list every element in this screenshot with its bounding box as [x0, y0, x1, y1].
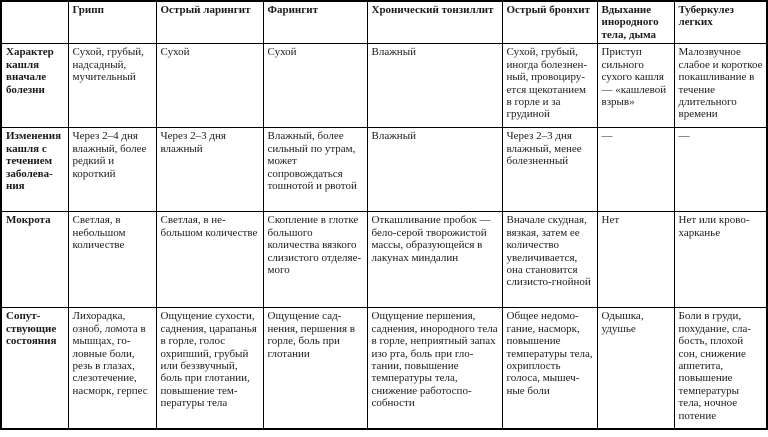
cell-r2-c3: Откашливание пробок — бело-серой творожистой массы, образующейся в лакунах миндалин: [367, 212, 502, 308]
corner-header-cell: [1, 1, 68, 44]
cell-r3-c6: Боли в груди, похудание, слабость, плохой сон, снижение аппетита, повышение температуры тела, ночное потение: [674, 308, 767, 429]
cell-r1-c0: Через 2–4 дня влажный, более редкий и короткий: [68, 128, 156, 212]
cell-r2-c5: Нет: [597, 212, 674, 308]
cell-r1-c2: Влажный, более сильный по утрам, может сопровождаться тошнотой и рвотой: [263, 128, 367, 212]
col-header-acute-laryngitis: Острый ларингит: [156, 1, 263, 44]
cell-r2-c6: Нет или кровохарканье: [674, 212, 767, 308]
cell-r0-c2: Сухой: [263, 44, 367, 128]
table-row-cough-changes: [1, 128, 767, 212]
cell-r3-c1: Ощущение сухости, саднения, царапанья в горле, голос охрипший, грубый или беззвучный, боль при глотании, повышение температуры тела: [156, 308, 263, 429]
cell-r0-c1: Сухой: [156, 44, 263, 128]
row-label-sputum: Мокрота: [1, 212, 68, 308]
cell-r1-c6: —: [674, 128, 767, 212]
col-header-chronic-tonsillitis: Хронический тонзиллит: [367, 1, 502, 44]
cell-r1-c4: Через 2–3 дня влажный, менее болезненный: [502, 128, 597, 212]
cell-r3-c4: Общее недомогание, насморк, повышение температуры тела, охриплость голоса, мышечные боли: [502, 308, 597, 429]
col-header-pharyngitis: Фарингит: [263, 1, 367, 44]
row-label-cough-changes: Изменения кашля с течением заболевания: [1, 128, 68, 212]
table-row-sputum: [1, 212, 767, 308]
cell-r2-c0: Светлая, в небольшом количестве: [68, 212, 156, 308]
cell-r3-c3: Ощущение першения, саднения, инородного тела в горле, неприятный запах изо рта, боль при глотании, повышение температуры тела, снижение работоспособности: [367, 308, 502, 429]
row-label-cough-character: Характер кашля вначале болезни: [1, 44, 68, 128]
cell-r1-c5: —: [597, 128, 674, 212]
cell-r1-c1: Через 2–3 дня влажный: [156, 128, 263, 212]
col-header-foreign-body-inhalation: Вдыхание инородного тела, дыма: [597, 1, 674, 44]
cell-r0-c4: Сухой, грубый, иногда болезненный, провоцируется щекотанием в горле и за грудиной: [502, 44, 597, 128]
table-row-associated-conditions: [1, 308, 767, 429]
cell-r0-c0: Сухой, грубый, надсадный, мучительный: [68, 44, 156, 128]
cell-r3-c2: Ощущение саднения, першения в горле, боль при глотании: [263, 308, 367, 429]
table-header-row: [1, 1, 767, 44]
col-header-acute-bronchitis: Острый бронхит: [502, 1, 597, 44]
cell-r2-c4: Вначале скудная, вязкая, затем ее количество увеличивается, она становится слизисто-гнойной: [502, 212, 597, 308]
table-row-cough-character: [1, 44, 767, 128]
cell-r3-c0: Лихорадка, озноб, ломота в мышцах, головные боли, резь в глазах, слезотечение, насморк, герпес: [68, 308, 156, 429]
cell-r2-c1: Светлая, в небольшом количестве: [156, 212, 263, 308]
col-header-flu: Грипп: [68, 1, 156, 44]
col-header-pulmonary-tuberculosis: Туберкулез легких: [674, 1, 767, 44]
cell-r0-c6: Малозвучное слабое и короткое покашливание в течение длительного времени: [674, 44, 767, 128]
row-label-associated-conditions: Сопутствующие состояния: [1, 308, 68, 429]
cell-r0-c5: Приступ сильного сухого кашля — «кашлевой взрыв»: [597, 44, 674, 128]
cell-r1-c3: Влажный: [367, 128, 502, 212]
cell-r3-c5: Одышка, удушье: [597, 308, 674, 429]
cell-r0-c3: Влажный: [367, 44, 502, 128]
cell-r2-c2: Скопление в глотке большого количества вязкого слизистого отделяемого: [263, 212, 367, 308]
